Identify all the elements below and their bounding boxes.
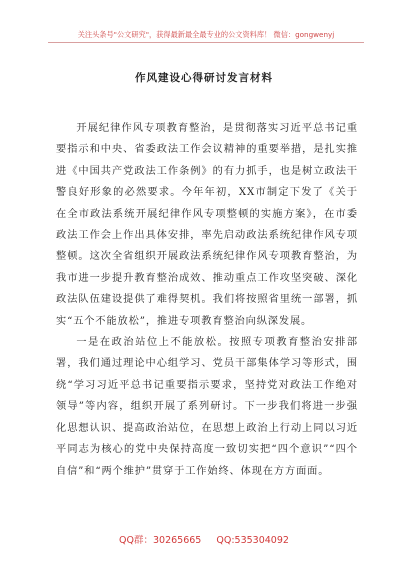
- body-paragraph: 一是在政治站位上不能放松。按照专项教育整治安排部署，我们通过理论中心组学习、党员干部集体学习等形式，围绕“学习习近平总书记重要指示要求，坚持党对政法工作绝对领导”等内容，组织开展了系列研讨。下一步我们将进一步强化思想认识、提高政治站位，在思想上政治上行动上同以习近平同志为核心的党中央保持高度一致切实把“四个意识”“四个自信”和“两个维护”贯穿于工作始终、体现在方方面面。: [56, 337, 358, 477]
- document-title: 作风建设心得研讨发言材料: [135, 72, 273, 84]
- footer-qq-group: QQ群：30265665: [119, 535, 202, 546]
- header-promo-text: 关注头条号"公文研究"，获得最新最全最专业的公文资料库！ 微信：gongwenyj: [77, 30, 335, 39]
- footer-qq-contact: QQ:535304092: [216, 535, 289, 546]
- page-header: [48, 22, 364, 43]
- body-paragraph: 开展纪律作风专项教育整治，是贯彻落实习近平总书记重要指示和中央、省委政法工作会议精神的重要举措，是扎实推进《中国共产党政法工作条例》的有力抓手，也是树立政法干警良好形象的必然要求。今年年初，XX市制定下发了《关于在全市政法系统开展纪律作风专项整顿的实施方案》，在市委政法工作会上作出具体安排，率先启动政法系统纪律作风专项整顿。这次全省组织开展政法系统纪律作风专项教育整治，为我市进一步提升教育整治成效、推动重点工作攻坚突破、深化政法队伍建设提供了难得契机。我们将按照省里统一部署，抓实“五个不能放松”，推进专项教育整治向纵深发展。: [56, 123, 358, 327]
- page-footer: [0, 532, 408, 546]
- document-body: [56, 118, 358, 482]
